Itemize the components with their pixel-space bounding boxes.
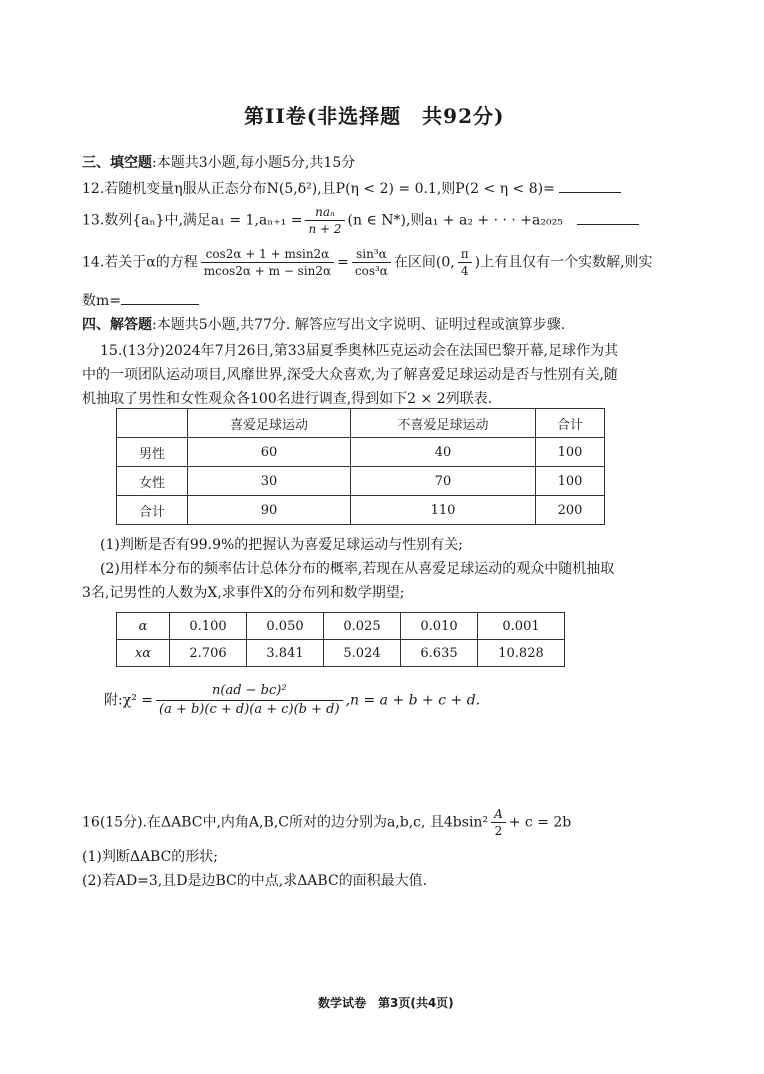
- question-16-frac-den: 2: [494, 824, 503, 838]
- table-cell: 2.706: [170, 640, 247, 667]
- table-cell: 10.828: [478, 640, 565, 667]
- table-row: [117, 496, 605, 525]
- question-14-fraction-3: [458, 246, 472, 279]
- question-13-fraction: [305, 204, 344, 237]
- formula-num: n(ad − bc)²: [156, 682, 343, 701]
- formula-fraction: [156, 682, 343, 719]
- question-14-frac3-den: 4: [460, 264, 469, 278]
- page-footer: 数学试卷 第3页(共4页): [318, 996, 454, 1010]
- question-16-part2: (2)若AD=3,且D是边BC的中点,求ΔABC的面积最大值.: [82, 873, 428, 889]
- table-cell: xα: [117, 640, 170, 667]
- table-cell: 40: [351, 438, 536, 467]
- question-14-frac1-den: mcos2α + m − sin2α: [203, 264, 332, 278]
- formula-suffix: ,n = a + b + c + d.: [345, 692, 481, 709]
- question-16-part1: (1)判断ΔABC的形状;: [82, 849, 219, 865]
- question-14-line2-text: 数m=: [82, 293, 122, 309]
- question-15-part1: (1)判断是否有99.9%的把握认为喜爱足球运动与性别有关;: [100, 537, 464, 553]
- table-row: [117, 640, 565, 667]
- question-14-blank[interactable]: [121, 292, 199, 305]
- question-16-suffix: + c = 2b: [508, 814, 572, 831]
- question-14-line2: [82, 290, 199, 310]
- question-15-part2-line2: 3名,记男性的人数为X,求事件X的分布列和数学期望;: [82, 585, 405, 601]
- question-16-line1: [82, 806, 571, 839]
- question-16-prefix: 16(15分).在ΔABC中,内角A,B,C所对的边分别为a,b,c, 且4bsin²: [82, 814, 489, 831]
- table-cell: 60: [188, 438, 351, 467]
- section-title: 第II卷(非选择题 共92分): [244, 104, 505, 128]
- question-13: [82, 204, 639, 237]
- table-header-cell: 不喜爱足球运动: [351, 409, 536, 438]
- question-14-prefix: 14.若关于α的方程: [82, 254, 198, 271]
- fill-section-header: [82, 152, 355, 172]
- question-15-line3: 机抽取了男性和女性观众各100名进行调查,得到如下2 × 2列联表.: [82, 391, 493, 407]
- answer-section-header-rest: :本题共5小题,共77分. 解答应写出文字说明、证明过程或演算步骤.: [152, 317, 566, 333]
- contingency-table-header-row: [117, 409, 605, 438]
- table-cell: 0.050: [247, 613, 324, 640]
- table-cell: α: [117, 613, 170, 640]
- table-cell: 0.025: [324, 613, 401, 640]
- question-15-part2-line1: (2)用样本分布的频率估计总体分布的概率,若现在从喜爱足球运动的观众中随机抽取: [100, 561, 615, 577]
- table-row: [117, 438, 605, 467]
- table-header-cell: 喜爱足球运动: [188, 409, 351, 438]
- question-14-frac2-num: sin³α: [352, 246, 391, 263]
- question-13-frac-den: n + 2: [308, 222, 342, 236]
- question-14-fraction-1: [201, 246, 334, 279]
- table-cell: 0.001: [478, 613, 565, 640]
- table-cell: 0.010: [401, 613, 478, 640]
- question-12: [82, 178, 621, 198]
- table-cell: 合计: [117, 496, 188, 525]
- table-header-cell: [117, 409, 188, 438]
- question-14-mid: 在区间(0,: [393, 254, 455, 271]
- question-16-frac-num: A: [491, 806, 506, 823]
- question-16-fraction: [491, 806, 506, 839]
- formula-den: (a + b)(c + d)(a + c)(b + d): [159, 702, 340, 717]
- fill-section-header-rest: :本题共3小题,每小题5分,共15分: [152, 155, 356, 171]
- question-13-frac-num: naₙ: [305, 204, 344, 221]
- question-14: [82, 246, 653, 279]
- answer-section-header-bold: 四、解答题: [82, 317, 152, 333]
- table-row: [117, 613, 565, 640]
- question-14-frac3-num: π: [458, 246, 472, 263]
- table-cell: 30: [188, 467, 351, 496]
- table-cell: 110: [351, 496, 536, 525]
- question-12-blank[interactable]: [559, 180, 621, 193]
- question-13-blank[interactable]: [577, 212, 639, 225]
- table-row: [117, 467, 605, 496]
- table-cell: 100: [536, 438, 605, 467]
- table-header-cell: 合计: [536, 409, 605, 438]
- question-13-suffix: (n ∈ N*),则a₁ + a₂ + · · · +a₂₀₂₅: [347, 212, 563, 229]
- table-cell: 0.100: [170, 613, 247, 640]
- table-cell: 5.024: [324, 640, 401, 667]
- question-14-frac1-num: cos2α + 1 + msin2α: [201, 246, 334, 263]
- fill-section-header-bold: 三、填空题: [82, 155, 152, 171]
- table-cell: 90: [188, 496, 351, 525]
- chi-square-formula: [104, 682, 480, 719]
- question-12-text: 12.若随机变量η服从正态分布N(5,δ²),且P(η < 2) = 0.1,则P(2 < η < 8)=: [82, 181, 555, 197]
- critical-value-table: [116, 612, 565, 667]
- table-cell: 男性: [117, 438, 188, 467]
- question-14-fraction-2: [352, 246, 391, 279]
- table-cell: 3.841: [247, 640, 324, 667]
- answer-section-header: [82, 314, 565, 334]
- question-14-eq: =: [337, 254, 349, 271]
- table-cell: 女性: [117, 467, 188, 496]
- question-15-line1: 15.(13分)2024年7月26日,第33届夏季奥林匹克运动会在法国巴黎开幕,足球作为其: [100, 343, 619, 359]
- table-cell: 6.635: [401, 640, 478, 667]
- table-cell: 70: [351, 467, 536, 496]
- question-14-frac2-den: cos³α: [354, 264, 388, 278]
- question-13-prefix: 13.数列{aₙ}中,满足a₁ = 1,aₙ₊₁ =: [82, 212, 303, 229]
- table-cell: 100: [536, 467, 605, 496]
- question-14-suffix: )上有且仅有一个实数解,则实: [474, 254, 653, 271]
- contingency-table: [116, 408, 605, 525]
- formula-prefix: 附:χ² =: [104, 692, 153, 709]
- table-cell: 200: [536, 496, 605, 525]
- question-15-line2: 中的一项团队运动项目,风靡世界,深受大众喜欢,为了解喜爱足球运动是否与性别有关,随: [82, 367, 618, 383]
